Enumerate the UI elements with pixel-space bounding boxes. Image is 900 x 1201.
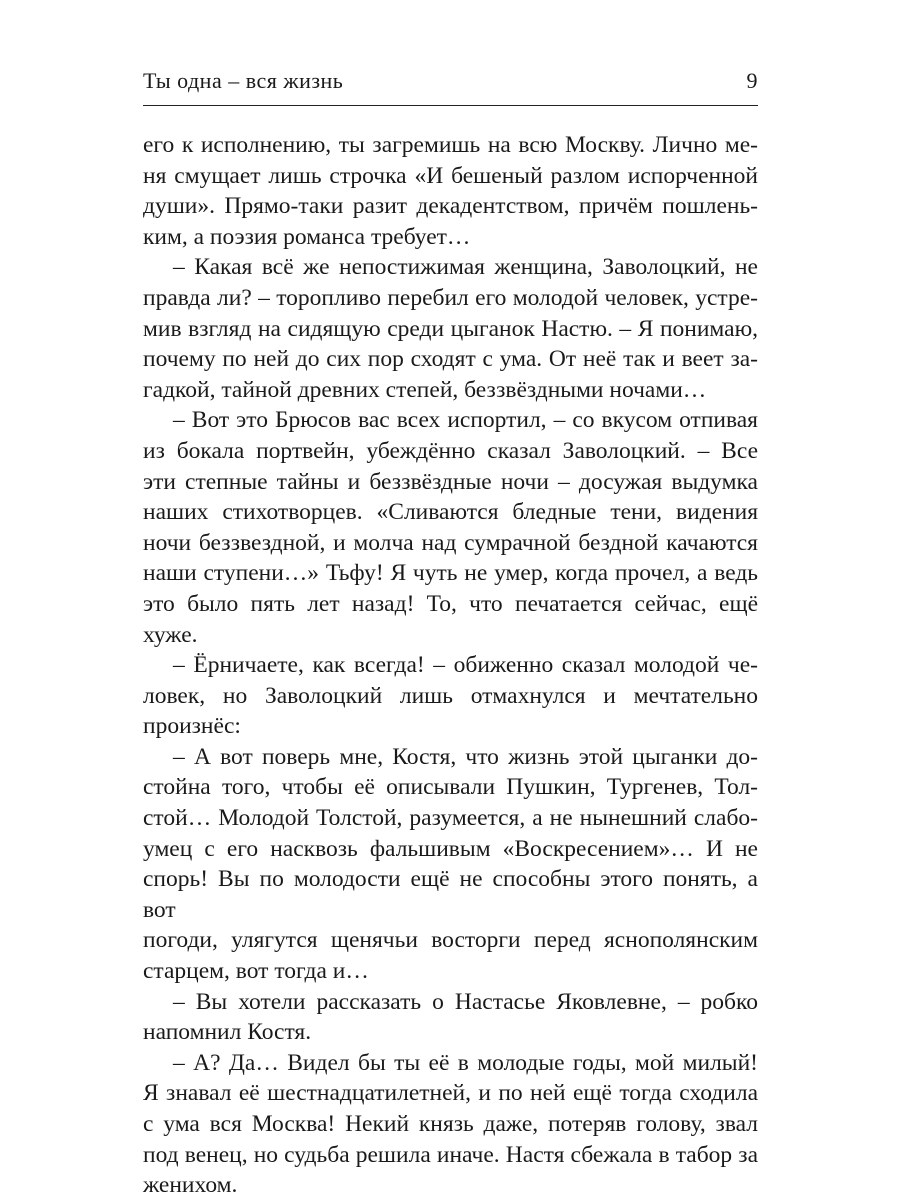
text-line: ня смущает лишь строчка «И бешеный разлом испорченной (143, 162, 758, 189)
text-line: старцем, вот тогда и… (143, 958, 369, 985)
text-line: наших стихотворцев. «Сливаются бледные тени, видения (143, 499, 758, 526)
running-title: Ты одна – вся жизнь (143, 68, 344, 93)
text-line: под венец, но судьба решила иначе. Настя сбежала в табор за (143, 1141, 758, 1168)
text-line: это было пять лет назад! То, что печатается сейчас, ещё хуже. (143, 590, 758, 648)
text-line: произнёс: (143, 713, 241, 740)
text-line: гадкой, тайной древних степей, беззвёздными ночами… (143, 376, 707, 403)
text-line: ночи беззвездной, и молча над сумрачной бездной качаются (143, 529, 758, 556)
text-line: мив взгляд на сидящую среди цыганок Настю. – Я понимаю, (143, 315, 758, 342)
text-line: наши ступени…» Тьфу! Я чуть не умер, когда прочел, а ведь (143, 560, 758, 587)
page-number: 9 (746, 68, 758, 93)
text-line: умец с его насквозь фальшивым «Воскресением»… И не (143, 835, 758, 862)
text-line: спорь! Вы по молодости ещё не способны этого понять, а вот (143, 866, 758, 923)
text-line: – А вот поверь мне, Костя, что жизнь этой цыганки до- (173, 743, 758, 770)
text-line: с ума вся Москва! Некий князь даже, потеряв голову, звал (143, 1111, 758, 1137)
text-line: стойна того, чтобы её описывали Пушкин, Тургенев, Тол- (143, 774, 758, 801)
text-line: эти степные тайны и беззвёздные ночи – досужая выдумка (143, 468, 758, 495)
text-line: его к исполнению, ты загремишь на всю Москву. Лично ме- (143, 132, 758, 158)
text-line: – А? Да… Видел бы ты её в молодые годы, мой милый! (173, 1049, 758, 1076)
text-line: – Вот это Брюсов вас всех испортил, – со вкусом отпивая (173, 407, 758, 434)
text-line: – Вы хотели рассказать о Настасье Яковлевне, – робко (173, 988, 758, 1015)
text-line: души». Прямо-таки разит декадентством, причём пошлень- (143, 193, 758, 220)
text-line: стой… Молодой Толстой, разумеется, а не нынешний слабо- (143, 805, 758, 832)
text-line: женихом. (143, 1172, 238, 1199)
text-line: из бокала портвейн, убеждённо сказал Заволоцкий. – Все (143, 437, 758, 464)
header-rule (143, 105, 758, 106)
text-line: почему по ней до сих пор сходят с ума. От неё так и веет за- (143, 346, 758, 373)
running-header (143, 68, 758, 94)
text-line: Я знавал её шестнадцатилетней, и по ней ещё тогда сходила (143, 1080, 758, 1107)
text-line: – Ёрничаете, как всегда! – обиженно сказал молодой че- (173, 652, 758, 679)
text-line: ким, а поэзия романса требует… (143, 223, 471, 250)
body-text (143, 130, 758, 1201)
text-line: напомнил Костя. (143, 1019, 312, 1046)
text-line: правда ли? – торопливо перебил его молодой человек, устре- (143, 284, 758, 311)
text-line: погоди, улягутся щенячьи восторги перед яснополянским (143, 927, 758, 954)
text-line: ловек, но Заволоцкий лишь отмахнулся и мечтательно (143, 682, 758, 709)
text-line: – Какая всё же непостижимая женщина, Заволоцкий, не (173, 254, 758, 281)
